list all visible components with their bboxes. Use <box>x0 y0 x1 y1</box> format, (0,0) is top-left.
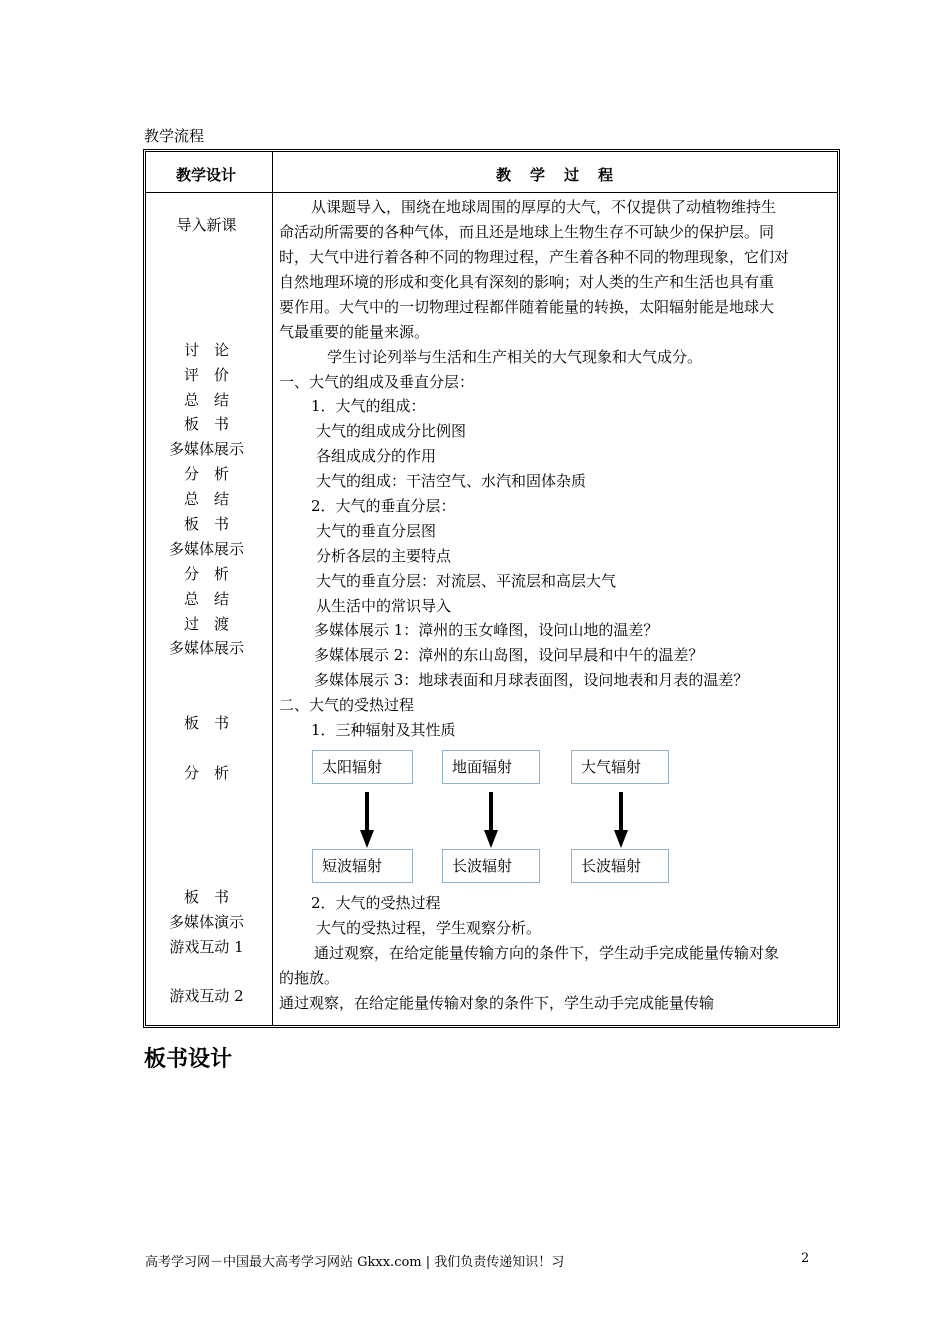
discussion-line: 学生讨论列举与生活和生产相关的大气现象和大气成分。 <box>327 348 703 366</box>
content-line: 大气的垂直分层图 <box>316 522 437 540</box>
shortwave-radiation-box: 短波辐射 <box>312 849 413 883</box>
board-design-heading: 板书设计 <box>144 1047 233 1072</box>
media-question: 多媒体展示 3：地球表面和月球表面图，设问地表和月表的温差？ <box>314 671 749 689</box>
subsection-heading: 1．大气的组成： <box>311 397 426 415</box>
left-transition: 过 渡 <box>183 615 229 633</box>
media-question: 多媒体展示 1：漳州的玉女峰图，设问山地的温差？ <box>314 621 659 639</box>
left-board: 板 书 <box>183 415 229 433</box>
observation-line: 通过观察，在给定能量传输方向的条件下，学生动手完成能量传输对象 <box>314 944 780 962</box>
section-heading: 一、大气的组成及垂直分层： <box>279 373 475 391</box>
left-board: 板 书 <box>183 515 229 533</box>
subsection-heading: 1．三种辐射及其性质 <box>311 721 456 739</box>
longwave-radiation-box: 长波辐射 <box>571 849 669 883</box>
left-media: 多媒体展示 <box>168 639 244 657</box>
atmospheric-radiation-box: 大气辐射 <box>571 750 669 784</box>
intro-paragraph-line: 要作用。大气中的一切物理过程都伴随着能量的转换，太阳辐射能是地球大 <box>279 298 775 316</box>
content-line: 大气的垂直分层：对流层、平流层和高层大气 <box>316 572 617 590</box>
content-line: 大气的组成：干洁空气、水汽和固体杂质 <box>316 472 587 490</box>
left-summary: 总 结 <box>183 391 229 409</box>
subsection-heading: 2．大气的垂直分层： <box>311 497 456 515</box>
content-line: 分析各层的主要特点 <box>316 547 452 565</box>
intro-paragraph-line: 自然地理环境的形成和变化具有深刻的影响；对人类的生产和生活也具有重 <box>279 273 775 291</box>
left-analyze: 分 析 <box>183 465 229 483</box>
page-footer: 高考学习网－中国最大高考学习网站 Gkxx.com | 我们负责传递知识！习 <box>145 1255 565 1270</box>
left-analyze: 分 析 <box>183 565 229 583</box>
content-line: 各组成成分的作用 <box>316 447 437 465</box>
left-analyze: 分 析 <box>183 764 229 782</box>
ground-radiation-box: 地面辐射 <box>442 750 540 784</box>
caption: 教学流程 <box>144 127 205 145</box>
observation-line: 通过观察，在给定能量传输对象的条件下，学生动手完成能量传输 <box>279 994 715 1012</box>
down-arrow-icon <box>360 792 374 848</box>
intro-paragraph-line: 从课题导入，围绕在地球周围的厚厚的大气，不仅提供了动植物维持生 <box>311 198 777 216</box>
intro-paragraph-line: 命活动所需要的各种气体，而且还是地球上生物生存不可缺少的保护层。同 <box>279 223 775 241</box>
left-summary: 总 结 <box>183 490 229 508</box>
left-discuss: 讨 论 <box>183 341 229 359</box>
left-summary: 总 结 <box>183 590 229 608</box>
observation-line: 的拖放。 <box>279 969 340 987</box>
content-line: 大气的受热过程，学生观察分析。 <box>316 919 542 937</box>
header-divider <box>146 192 837 193</box>
left-intro: 导入新课 <box>176 216 237 234</box>
left-media: 多媒体展示 <box>168 440 244 458</box>
section-heading: 二、大气的受热过程 <box>279 696 415 714</box>
intro-paragraph-line: 时，大气中进行着各种不同的物理过程，产生着各种不同的物理现象，它们对 <box>279 248 790 266</box>
left-board: 板 书 <box>183 888 229 906</box>
page-number: 2 <box>801 1251 810 1266</box>
left-media: 多媒体展示 <box>168 540 244 558</box>
column-divider <box>272 152 273 1025</box>
left-evaluate: 评 价 <box>183 366 229 384</box>
down-arrow-icon <box>484 792 498 848</box>
left-game-2: 游戏互动 2 <box>169 987 244 1005</box>
media-question: 多媒体展示 2：漳州的东山岛图，设问早晨和中午的温差？ <box>314 646 704 664</box>
left-media-demo: 多媒体演示 <box>168 913 244 931</box>
left-game-1: 游戏互动 1 <box>169 938 244 956</box>
intro-paragraph-line: 气最重要的能量来源。 <box>279 323 430 341</box>
down-arrow-icon <box>614 792 628 848</box>
subsection-heading: 2．大气的受热过程 <box>311 894 441 912</box>
longwave-radiation-box: 长波辐射 <box>442 849 540 883</box>
header-teaching-process: 教学过程 <box>496 166 633 184</box>
solar-radiation-box: 太阳辐射 <box>312 750 413 784</box>
header-teaching-design: 教学设计 <box>176 166 237 184</box>
content-line: 从生活中的常识导入 <box>316 597 452 615</box>
content-line: 大气的组成成分比例图 <box>316 422 467 440</box>
left-board: 板 书 <box>183 714 229 732</box>
